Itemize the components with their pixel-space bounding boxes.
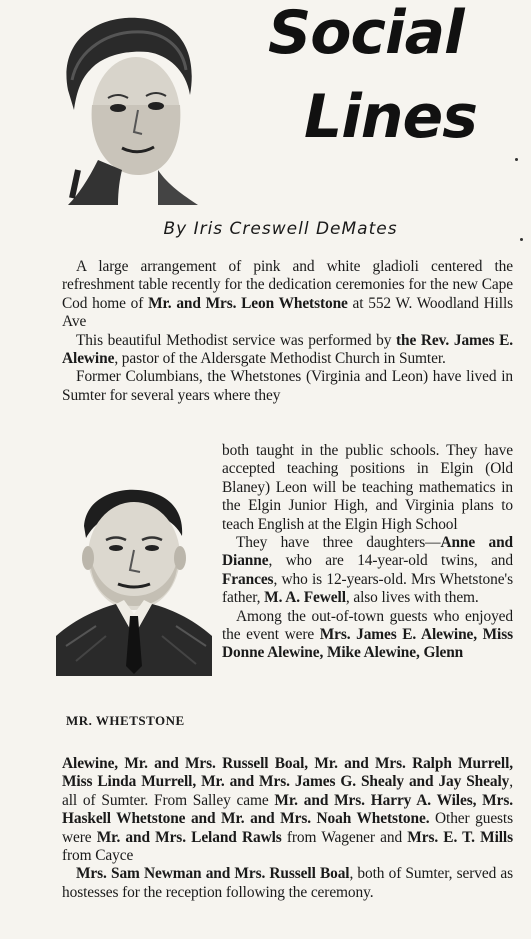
- article-body-narrow: [222, 442, 513, 663]
- article-body-bottom: [62, 755, 513, 902]
- photo-caption: MR. WHETSTONE: [66, 713, 185, 728]
- article-body-top: [62, 258, 513, 405]
- headline-line-1: Social: [268, 0, 464, 68]
- paragraph-2: This beautiful Methodist service was performed by the Rev. James E. Alewine, pastor of the Aldersgate Methodist Church in Sumter.: [62, 331, 513, 368]
- print-speck: [515, 158, 518, 161]
- paragraph-6: Mrs. Sam Newman and Mrs. Russell Boal, both of Sumter, served as hostesses for the reception following the ceremony.: [62, 865, 513, 901]
- paragraph-1: A large arrangement of pink and white gladioli centered the refreshment table recently for the dedication ceremonies for the new Cape Cod home of Mr. and Mrs. Leon Whetstone at 552 W. Woodland Hills Ave: [62, 258, 514, 331]
- whetstone-photo: [56, 486, 212, 676]
- byline: By Iris Creswell DeMates: [163, 219, 398, 239]
- paragraph-5-start: Among the out-of-town guests who enjoyed the event were Mrs. James E. Alewine, Miss Donne Alewine, Mike Alewine, Glenn: [222, 607, 514, 662]
- columnist-photo: [58, 10, 202, 210]
- headline-line-2: Lines: [304, 82, 477, 152]
- paragraph-3-cont: both taught in the public schools. They have accepted teaching positions in Elgin (Old Blaney) Leon will be teaching mathematics in the Elgin Junior High, and Virginia plans to teach English at the Elgin High School: [222, 442, 513, 533]
- paragraph-4: They have three daughters—Anne and Dianne, who are 14-year-old twins, and Frances, who is 12-years-old. Mrs Whetstone's father, M. A. Fewell, also lives with them.: [222, 534, 513, 607]
- print-speck: [520, 238, 523, 241]
- paragraph-5-cont: Alewine, Mr. and Mrs. Russell Boal, Mr. and Mrs. Ralph Murrell, Miss Linda Murrell, Mr. and Mrs. James G. Shealy and Jay Shealy, all of Sumter. From Salley came Mr. and Mrs. Harry A. Wiles, Mrs. Haskell Whetstone and Mr. and Mrs. Noah Whetstone. Other guests were Mr. and Mrs. Leland Rawls from Wagener and Mrs. E. T. Mills from Cayce: [62, 755, 514, 865]
- paragraph-3-start: Former Columbians, the Whetstones (Virginia and Leon) have lived in Sumter for several years where they: [62, 368, 513, 404]
